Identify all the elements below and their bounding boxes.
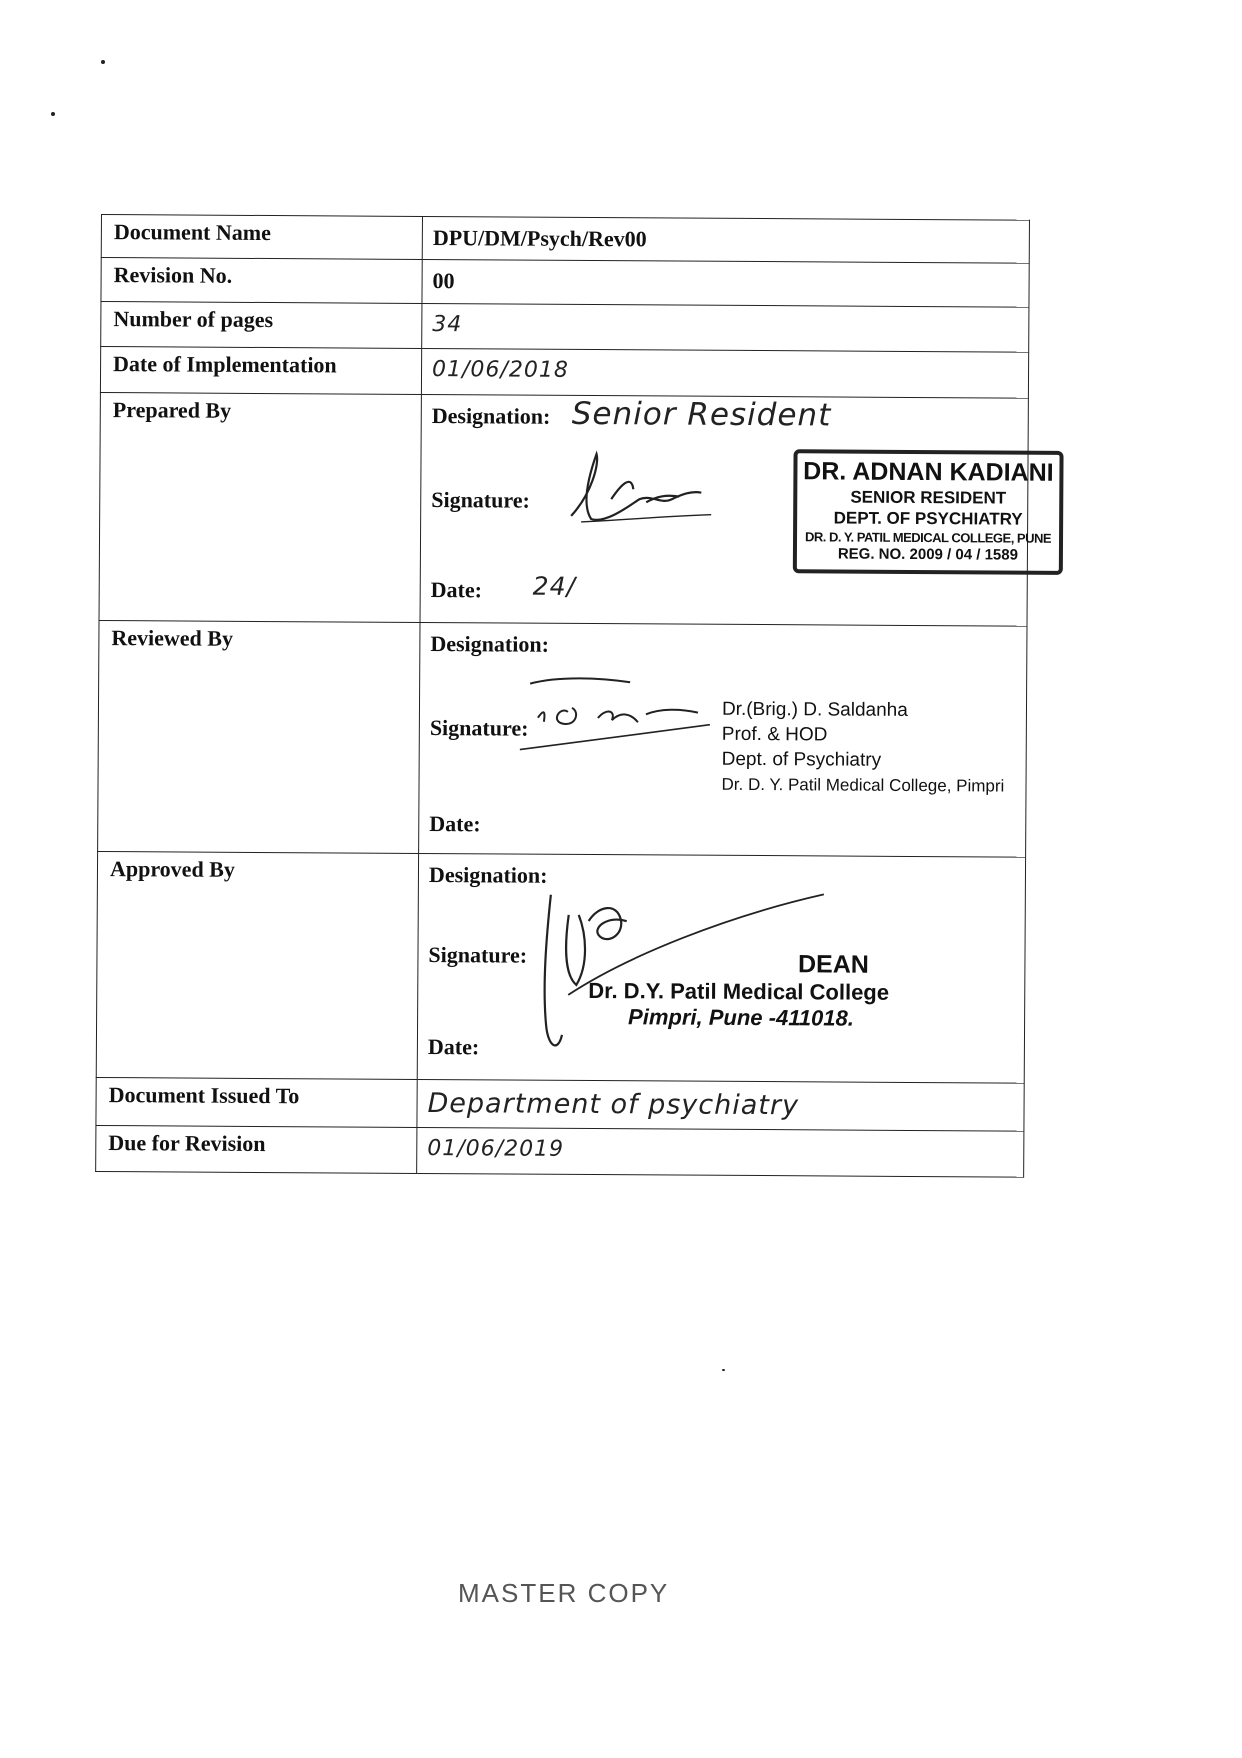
due-for-revision-label: Due for Revision xyxy=(96,1125,417,1173)
table-row-approved xyxy=(96,851,1025,1083)
hod-title: Prof. & HOD xyxy=(721,723,828,746)
date-of-implementation-value: 01/06/2018 xyxy=(421,348,1028,398)
reviewed-designation-label: Designation: xyxy=(430,631,550,657)
table-row-prepared xyxy=(99,392,1028,626)
table-row xyxy=(101,258,1029,308)
scan-speck xyxy=(722,1369,725,1371)
table-row xyxy=(96,1077,1024,1131)
reviewed-date-label: Date: xyxy=(429,811,481,837)
stamp-college: DR. D. Y. PATIL MEDICAL COLLEGE, PUNE xyxy=(804,529,1052,546)
hod-college: Dr. D. Y. Patil Medical College, Pimpri xyxy=(721,774,1005,796)
approved-date-label: Date: xyxy=(427,1034,480,1060)
reviewed-signature-image xyxy=(520,672,721,763)
table-row xyxy=(101,302,1029,353)
senior-resident-stamp xyxy=(793,449,1064,575)
reviewed-by-label: Reviewed By xyxy=(98,620,420,853)
stamp-title: SENIOR RESIDENT xyxy=(850,487,1007,508)
date-of-implementation-label: Date of Implementation xyxy=(100,347,421,395)
stamp-dept: DEPT. OF PSYCHIATRY xyxy=(833,508,1023,529)
prepared-designation-value: Senior Resident xyxy=(571,395,832,434)
dean-college: Dr. D.Y. Patil Medical College xyxy=(588,977,890,1005)
stamp-name: DR. ADNAN KADIANI xyxy=(803,457,1054,487)
prepared-signature-label: Signature: xyxy=(431,487,530,513)
prepared-signature-image xyxy=(561,444,722,535)
prepared-date-label: Date: xyxy=(430,577,483,603)
dean-stamp xyxy=(588,949,958,1032)
approved-by-label: Approved By xyxy=(96,851,418,1079)
document-name-value: DPU/DM/Psych/Rev00 xyxy=(422,216,1029,263)
number-of-pages-value: 34 xyxy=(422,303,1029,352)
prepared-date-value: 24/ xyxy=(532,571,577,601)
approved-signature-label: Signature: xyxy=(428,942,528,968)
prepared-by-label: Prepared By xyxy=(99,392,421,622)
prepared-by-cell xyxy=(420,394,1054,626)
approved-designation-label: Designation: xyxy=(428,862,548,888)
document-control-table xyxy=(95,214,1054,1178)
table-row xyxy=(96,1125,1024,1177)
reviewed-signature-label: Signature: xyxy=(429,715,529,741)
hod-stamp xyxy=(721,697,1004,799)
number-of-pages-label: Number of pages xyxy=(101,302,422,349)
document-issued-to-value: Department of psychiatry xyxy=(417,1079,1024,1131)
master-copy-stamp: MASTER COPY xyxy=(458,1578,670,1608)
approved-by-cell xyxy=(417,853,1025,1083)
table-row xyxy=(100,347,1028,399)
scan-speck xyxy=(101,60,105,64)
revision-no-label: Revision No. xyxy=(101,258,422,304)
due-for-revision-value: 01/06/2019 xyxy=(417,1127,1024,1177)
table-row-reviewed xyxy=(98,620,1027,857)
document-name-label: Document Name xyxy=(101,215,422,260)
reviewed-by-cell xyxy=(419,622,1027,857)
hod-dept: Dept. of Psychiatry xyxy=(721,748,882,771)
hod-name: Dr.(Brig.) D. Saldanha xyxy=(721,698,908,721)
dean-title: DEAN xyxy=(797,950,869,979)
dean-address: Pimpri, Pune -411018. xyxy=(628,1004,854,1031)
stamp-reg: REG. NO. 2009 / 04 / 1589 xyxy=(837,545,1019,564)
revision-no-value: 00 xyxy=(422,259,1029,307)
document-issued-to-label: Document Issued To xyxy=(96,1077,417,1127)
scan-speck xyxy=(51,112,55,116)
table-row xyxy=(101,215,1029,264)
prepared-designation-label: Designation: xyxy=(431,403,551,429)
